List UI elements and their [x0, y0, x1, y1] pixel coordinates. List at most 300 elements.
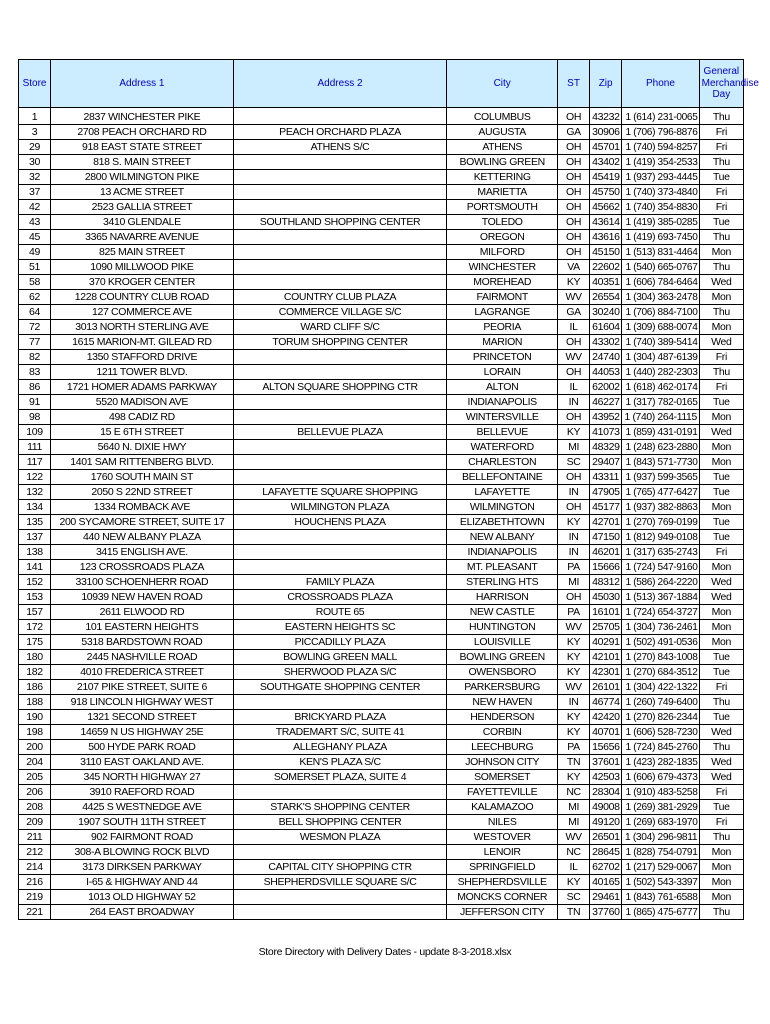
- merchandise-day-cell: Fri: [699, 785, 743, 800]
- address-1-cell: 2708 PEACH ORCHARD RD: [51, 125, 234, 140]
- table-row: [19, 230, 744, 245]
- store-number-cell: 135: [19, 515, 51, 530]
- table-row: [19, 485, 744, 500]
- store-number-cell: 211: [19, 830, 51, 845]
- phone-cell: 1 (740) 354-8830: [622, 200, 699, 215]
- phone-cell: 1 (513) 831-4464: [622, 245, 699, 260]
- merchandise-day-cell: Thu: [699, 740, 743, 755]
- phone-cell: 1 (740) 373-4840: [622, 185, 699, 200]
- address-1-cell: 13 ACME STREET: [51, 185, 234, 200]
- merchandise-day-cell: Tue: [699, 665, 743, 680]
- table-row: [19, 590, 744, 605]
- city-cell: INDIANAPOLIS: [447, 395, 558, 410]
- store-number-cell: 43: [19, 215, 51, 230]
- phone-cell: 1 (910) 483-5258: [622, 785, 699, 800]
- zip-cell: 42301: [590, 665, 622, 680]
- state-cell: KY: [558, 875, 590, 890]
- table-row: [19, 440, 744, 455]
- merchandise-day-cell: Thu: [699, 905, 743, 920]
- city-cell: OWENSBORO: [447, 665, 558, 680]
- merchandise-day-cell: Mon: [699, 290, 743, 305]
- store-number-cell: 109: [19, 425, 51, 440]
- phone-cell: 1 (859) 431-0191: [622, 425, 699, 440]
- address-1-cell: 500 HYDE PARK ROAD: [51, 740, 234, 755]
- phone-cell: 1 (937) 382-8863: [622, 500, 699, 515]
- phone-cell: 1 (937) 599-3565: [622, 470, 699, 485]
- merchandise-day-cell: Fri: [699, 545, 743, 560]
- merchandise-day-cell: Thu: [699, 108, 743, 125]
- zip-cell: 16101: [590, 605, 622, 620]
- address-1-cell: 127 COMMERCE AVE: [51, 305, 234, 320]
- city-cell: ALTON: [447, 380, 558, 395]
- table-row: [19, 785, 744, 800]
- header-merchandise-day: General Merchandise Day: [699, 60, 743, 108]
- zip-cell: 45150: [590, 245, 622, 260]
- address-1-cell: 2050 S 22ND STREET: [51, 485, 234, 500]
- header-zip: Zip: [590, 60, 622, 108]
- address-1-cell: 1334 ROMBACK AVE: [51, 500, 234, 515]
- store-number-cell: 137: [19, 530, 51, 545]
- state-cell: OH: [558, 185, 590, 200]
- store-number-cell: 172: [19, 620, 51, 635]
- address-1-cell: 3415 ENGLISH AVE.: [51, 545, 234, 560]
- address-1-cell: 902 FAIRMONT ROAD: [51, 830, 234, 845]
- zip-cell: 61604: [590, 320, 622, 335]
- header-phone: Phone: [622, 60, 699, 108]
- address-2-cell: BELLEVUE PLAZA: [233, 425, 447, 440]
- city-cell: STERLING HTS: [447, 575, 558, 590]
- store-number-cell: 152: [19, 575, 51, 590]
- merchandise-day-cell: Thu: [699, 155, 743, 170]
- zip-cell: 42420: [590, 710, 622, 725]
- address-1-cell: 101 EASTERN HEIGHTS: [51, 620, 234, 635]
- city-cell: JOHNSON CITY: [447, 755, 558, 770]
- merchandise-day-cell: Mon: [699, 455, 743, 470]
- merchandise-day-cell: Tue: [699, 485, 743, 500]
- city-cell: CORBIN: [447, 725, 558, 740]
- header-city: City: [447, 60, 558, 108]
- address-2-cell: SOMERSET PLAZA, SUITE 4: [233, 770, 447, 785]
- merchandise-day-cell: Fri: [699, 125, 743, 140]
- table-row: [19, 200, 744, 215]
- store-number-cell: 214: [19, 860, 51, 875]
- merchandise-day-cell: Mon: [699, 500, 743, 515]
- store-number-cell: 98: [19, 410, 51, 425]
- zip-cell: 24740: [590, 350, 622, 365]
- phone-cell: 1 (740) 389-5414: [622, 335, 699, 350]
- table-row: [19, 620, 744, 635]
- phone-cell: 1 (828) 754-0791: [622, 845, 699, 860]
- store-number-cell: 122: [19, 470, 51, 485]
- address-2-cell: PICCADILLY PLAZA: [233, 635, 447, 650]
- city-cell: WESTOVER: [447, 830, 558, 845]
- phone-cell: 1 (419) 385-0285: [622, 215, 699, 230]
- city-cell: TOLEDO: [447, 215, 558, 230]
- table-row: [19, 890, 744, 905]
- state-cell: OH: [558, 155, 590, 170]
- zip-cell: 15656: [590, 740, 622, 755]
- merchandise-day-cell: Tue: [699, 395, 743, 410]
- state-cell: KY: [558, 515, 590, 530]
- address-2-cell: [233, 890, 447, 905]
- zip-cell: 40701: [590, 725, 622, 740]
- city-cell: MARIETTA: [447, 185, 558, 200]
- table-row: [19, 755, 744, 770]
- state-cell: NC: [558, 785, 590, 800]
- table-row: [19, 320, 744, 335]
- address-2-cell: STARK'S SHOPPING CENTER: [233, 800, 447, 815]
- table-row: [19, 140, 744, 155]
- state-cell: KY: [558, 275, 590, 290]
- table-row: [19, 350, 744, 365]
- zip-cell: 62002: [590, 380, 622, 395]
- city-cell: INDIANAPOLIS: [447, 545, 558, 560]
- store-number-cell: 37: [19, 185, 51, 200]
- table-row: [19, 710, 744, 725]
- city-cell: MOREHEAD: [447, 275, 558, 290]
- address-2-cell: [233, 695, 447, 710]
- address-1-cell: 200 SYCAMORE STREET, SUITE 17: [51, 515, 234, 530]
- merchandise-day-cell: Wed: [699, 575, 743, 590]
- phone-cell: 1 (304) 296-9811: [622, 830, 699, 845]
- header-state: ST: [558, 60, 590, 108]
- table-row: [19, 245, 744, 260]
- footer-filename: Store Directory with Delivery Dates - update 8-3-2018.xlsx: [258, 946, 512, 958]
- zip-cell: 30906: [590, 125, 622, 140]
- city-cell: NEW ALBANY: [447, 530, 558, 545]
- address-2-cell: COUNTRY CLUB PLAZA: [233, 290, 447, 305]
- phone-cell: 1 (270) 769-0199: [622, 515, 699, 530]
- address-2-cell: [233, 230, 447, 245]
- address-1-cell: 5640 N. DIXIE HWY: [51, 440, 234, 455]
- table-row: [19, 410, 744, 425]
- address-1-cell: 825 MAIN STREET: [51, 245, 234, 260]
- address-2-cell: EASTERN HEIGHTS SC: [233, 620, 447, 635]
- table-row: [19, 185, 744, 200]
- address-2-cell: [233, 545, 447, 560]
- store-number-cell: 198: [19, 725, 51, 740]
- table-row: [19, 575, 744, 590]
- phone-cell: 1 (606) 528-7230: [622, 725, 699, 740]
- zip-cell: 62702: [590, 860, 622, 875]
- city-cell: WATERFORD: [447, 440, 558, 455]
- state-cell: WV: [558, 620, 590, 635]
- merchandise-day-cell: Mon: [699, 635, 743, 650]
- phone-cell: 1 (317) 782-0165: [622, 395, 699, 410]
- store-number-cell: 190: [19, 710, 51, 725]
- state-cell: OH: [558, 245, 590, 260]
- state-cell: IL: [558, 320, 590, 335]
- address-1-cell: 1228 COUNTRY CLUB ROAD: [51, 290, 234, 305]
- address-1-cell: 4010 FREDERICA STREET: [51, 665, 234, 680]
- zip-cell: 28304: [590, 785, 622, 800]
- state-cell: WV: [558, 350, 590, 365]
- zip-cell: 47905: [590, 485, 622, 500]
- address-2-cell: [233, 395, 447, 410]
- table-row: [19, 695, 744, 710]
- city-cell: KALAMAZOO: [447, 800, 558, 815]
- address-1-cell: 2611 ELWOOD RD: [51, 605, 234, 620]
- address-2-cell: ATHENS S/C: [233, 140, 447, 155]
- city-cell: LAFAYETTE: [447, 485, 558, 500]
- address-2-cell: [233, 200, 447, 215]
- state-cell: PA: [558, 740, 590, 755]
- address-2-cell: KEN'S PLAZA S/C: [233, 755, 447, 770]
- phone-cell: 1 (270) 684-3512: [622, 665, 699, 680]
- store-number-cell: 42: [19, 200, 51, 215]
- address-1-cell: 5318 BARDSTOWN ROAD: [51, 635, 234, 650]
- store-directory-sheet: [18, 59, 759, 920]
- store-number-cell: 117: [19, 455, 51, 470]
- table-row: [19, 335, 744, 350]
- phone-cell: 1 (423) 282-1835: [622, 755, 699, 770]
- address-1-cell: 1350 STAFFORD DRIVE: [51, 350, 234, 365]
- zip-cell: 48329: [590, 440, 622, 455]
- zip-cell: 48312: [590, 575, 622, 590]
- store-number-cell: 186: [19, 680, 51, 695]
- store-number-cell: 157: [19, 605, 51, 620]
- address-2-cell: WESMON PLAZA: [233, 830, 447, 845]
- phone-cell: 1 (865) 475-6777: [622, 905, 699, 920]
- table-row: [19, 125, 744, 140]
- merchandise-day-cell: Mon: [699, 860, 743, 875]
- state-cell: VA: [558, 260, 590, 275]
- zip-cell: 22602: [590, 260, 622, 275]
- city-cell: BOWLING GREEN: [447, 155, 558, 170]
- state-cell: OH: [558, 215, 590, 230]
- table-row: [19, 725, 744, 740]
- state-cell: OH: [558, 140, 590, 155]
- zip-cell: 41073: [590, 425, 622, 440]
- merchandise-day-cell: Wed: [699, 590, 743, 605]
- phone-cell: 1 (502) 543-3397: [622, 875, 699, 890]
- zip-cell: 49008: [590, 800, 622, 815]
- store-number-cell: 209: [19, 815, 51, 830]
- city-cell: BELLEVUE: [447, 425, 558, 440]
- phone-cell: 1 (740) 594-8257: [622, 140, 699, 155]
- merchandise-day-cell: Mon: [699, 845, 743, 860]
- address-2-cell: LAFAYETTE SQUARE SHOPPING: [233, 485, 447, 500]
- table-row: [19, 680, 744, 695]
- phone-cell: 1 (740) 264-1115: [622, 410, 699, 425]
- phone-cell: 1 (217) 529-0067: [622, 860, 699, 875]
- city-cell: MILFORD: [447, 245, 558, 260]
- zip-cell: 42503: [590, 770, 622, 785]
- phone-cell: 1 (419) 354-2533: [622, 155, 699, 170]
- table-body: [19, 108, 744, 920]
- address-1-cell: 3110 EAST OAKLAND AVE.: [51, 755, 234, 770]
- phone-cell: 1 (440) 282-2303: [622, 365, 699, 380]
- phone-cell: 1 (304) 736-2461: [622, 620, 699, 635]
- phone-cell: 1 (419) 693-7450: [622, 230, 699, 245]
- city-cell: SOMERSET: [447, 770, 558, 785]
- table-row: [19, 665, 744, 680]
- address-2-cell: ALTON SQUARE SHOPPING CTR: [233, 380, 447, 395]
- phone-cell: 1 (304) 363-2478: [622, 290, 699, 305]
- city-cell: MARION: [447, 335, 558, 350]
- store-number-cell: 64: [19, 305, 51, 320]
- phone-cell: 1 (269) 683-1970: [622, 815, 699, 830]
- zip-cell: 45419: [590, 170, 622, 185]
- store-number-cell: 182: [19, 665, 51, 680]
- city-cell: LEECHBURG: [447, 740, 558, 755]
- address-2-cell: [233, 260, 447, 275]
- header-address-1: Address 1: [51, 60, 234, 108]
- city-cell: HARRISON: [447, 590, 558, 605]
- city-cell: SHEPHERDSVILLE: [447, 875, 558, 890]
- table-row: [19, 470, 744, 485]
- zip-cell: 37601: [590, 755, 622, 770]
- zip-cell: 47150: [590, 530, 622, 545]
- merchandise-day-cell: Mon: [699, 620, 743, 635]
- phone-cell: 1 (724) 845-2760: [622, 740, 699, 755]
- address-2-cell: WILMINGTON PLAZA: [233, 500, 447, 515]
- state-cell: GA: [558, 305, 590, 320]
- state-cell: OH: [558, 470, 590, 485]
- merchandise-day-cell: Mon: [699, 245, 743, 260]
- phone-cell: 1 (540) 665-0767: [622, 260, 699, 275]
- merchandise-day-cell: Fri: [699, 380, 743, 395]
- merchandise-day-cell: Fri: [699, 815, 743, 830]
- city-cell: NILES: [447, 815, 558, 830]
- header-store: Store: [19, 60, 51, 108]
- state-cell: NC: [558, 845, 590, 860]
- merchandise-day-cell: Tue: [699, 650, 743, 665]
- store-number-cell: 200: [19, 740, 51, 755]
- city-cell: KETTERING: [447, 170, 558, 185]
- city-cell: LOUISVILLE: [447, 635, 558, 650]
- city-cell: WINTERSVILLE: [447, 410, 558, 425]
- zip-cell: 29461: [590, 890, 622, 905]
- merchandise-day-cell: Tue: [699, 515, 743, 530]
- header-address-2: Address 2: [233, 60, 447, 108]
- table-row: [19, 170, 744, 185]
- city-cell: FAYETTEVILLE: [447, 785, 558, 800]
- state-cell: OH: [558, 108, 590, 125]
- merchandise-day-cell: Mon: [699, 560, 743, 575]
- address-1-cell: 1760 SOUTH MAIN ST: [51, 470, 234, 485]
- store-number-cell: 51: [19, 260, 51, 275]
- merchandise-day-cell: Mon: [699, 890, 743, 905]
- city-cell: MONCKS CORNER: [447, 890, 558, 905]
- address-1-cell: 1013 OLD HIGHWAY 52: [51, 890, 234, 905]
- city-cell: SPRINGFIELD: [447, 860, 558, 875]
- zip-cell: 45177: [590, 500, 622, 515]
- city-cell: PEORIA: [447, 320, 558, 335]
- state-cell: KY: [558, 770, 590, 785]
- state-cell: PA: [558, 605, 590, 620]
- store-number-cell: 221: [19, 905, 51, 920]
- table-row: [19, 365, 744, 380]
- store-number-cell: 216: [19, 875, 51, 890]
- zip-cell: 26501: [590, 830, 622, 845]
- state-cell: SC: [558, 455, 590, 470]
- address-1-cell: 1615 MARION-MT. GILEAD RD: [51, 335, 234, 350]
- merchandise-day-cell: Fri: [699, 680, 743, 695]
- table-row: [19, 560, 744, 575]
- address-2-cell: ROUTE 65: [233, 605, 447, 620]
- merchandise-day-cell: Thu: [699, 830, 743, 845]
- merchandise-day-cell: Mon: [699, 605, 743, 620]
- store-number-cell: 30: [19, 155, 51, 170]
- city-cell: ELIZABETHTOWN: [447, 515, 558, 530]
- zip-cell: 43402: [590, 155, 622, 170]
- address-1-cell: 2523 GALLIA STREET: [51, 200, 234, 215]
- phone-cell: 1 (618) 462-0174: [622, 380, 699, 395]
- phone-cell: 1 (502) 491-0536: [622, 635, 699, 650]
- merchandise-day-cell: Fri: [699, 185, 743, 200]
- state-cell: WV: [558, 680, 590, 695]
- phone-cell: 1 (724) 654-3727: [622, 605, 699, 620]
- city-cell: HUNTINGTON: [447, 620, 558, 635]
- address-2-cell: SOUTHGATE SHOPPING CENTER: [233, 680, 447, 695]
- address-1-cell: 3910 RAEFORD ROAD: [51, 785, 234, 800]
- phone-cell: 1 (724) 547-9160: [622, 560, 699, 575]
- address-1-cell: 2837 WINCHESTER PIKE: [51, 108, 234, 125]
- store-number-cell: 208: [19, 800, 51, 815]
- phone-cell: 1 (260) 749-6400: [622, 695, 699, 710]
- zip-cell: 44053: [590, 365, 622, 380]
- address-2-cell: WARD CLIFF S/C: [233, 320, 447, 335]
- phone-cell: 1 (309) 688-0074: [622, 320, 699, 335]
- table-row: [19, 845, 744, 860]
- address-2-cell: TRADEMART S/C, SUITE 41: [233, 725, 447, 740]
- city-cell: MT. PLEASANT: [447, 560, 558, 575]
- state-cell: KY: [558, 665, 590, 680]
- merchandise-day-cell: Wed: [699, 275, 743, 290]
- city-cell: AUGUSTA: [447, 125, 558, 140]
- phone-cell: 1 (765) 477-6427: [622, 485, 699, 500]
- address-2-cell: SHEPHERDSVILLE SQUARE S/C: [233, 875, 447, 890]
- city-cell: LAGRANGE: [447, 305, 558, 320]
- zip-cell: 46201: [590, 545, 622, 560]
- phone-cell: 1 (812) 949-0108: [622, 530, 699, 545]
- phone-cell: 1 (843) 571-7730: [622, 455, 699, 470]
- table-row: [19, 395, 744, 410]
- store-number-cell: 3: [19, 125, 51, 140]
- store-number-cell: 134: [19, 500, 51, 515]
- city-cell: CHARLESTON: [447, 455, 558, 470]
- city-cell: WILMINGTON: [447, 500, 558, 515]
- address-2-cell: [233, 185, 447, 200]
- phone-cell: 1 (270) 826-2344: [622, 710, 699, 725]
- merchandise-day-cell: Tue: [699, 470, 743, 485]
- zip-cell: 45662: [590, 200, 622, 215]
- table-row: [19, 830, 744, 845]
- phone-cell: 1 (317) 635-2743: [622, 545, 699, 560]
- store-number-cell: 153: [19, 590, 51, 605]
- merchandise-day-cell: Thu: [699, 230, 743, 245]
- address-2-cell: TORUM SHOPPING CENTER: [233, 335, 447, 350]
- store-number-cell: 86: [19, 380, 51, 395]
- store-number-cell: 175: [19, 635, 51, 650]
- zip-cell: 28645: [590, 845, 622, 860]
- city-cell: PRINCETON: [447, 350, 558, 365]
- merchandise-day-cell: Tue: [699, 530, 743, 545]
- address-1-cell: 3013 NORTH STERLING AVE: [51, 320, 234, 335]
- zip-cell: 43616: [590, 230, 622, 245]
- store-number-cell: 77: [19, 335, 51, 350]
- table-row: [19, 800, 744, 815]
- city-cell: JEFFERSON CITY: [447, 905, 558, 920]
- zip-cell: 29407: [590, 455, 622, 470]
- address-1-cell: 1211 TOWER BLVD.: [51, 365, 234, 380]
- store-number-cell: 205: [19, 770, 51, 785]
- merchandise-day-cell: Wed: [699, 335, 743, 350]
- address-2-cell: FAMILY PLAZA: [233, 575, 447, 590]
- state-cell: GA: [558, 125, 590, 140]
- state-cell: IN: [558, 485, 590, 500]
